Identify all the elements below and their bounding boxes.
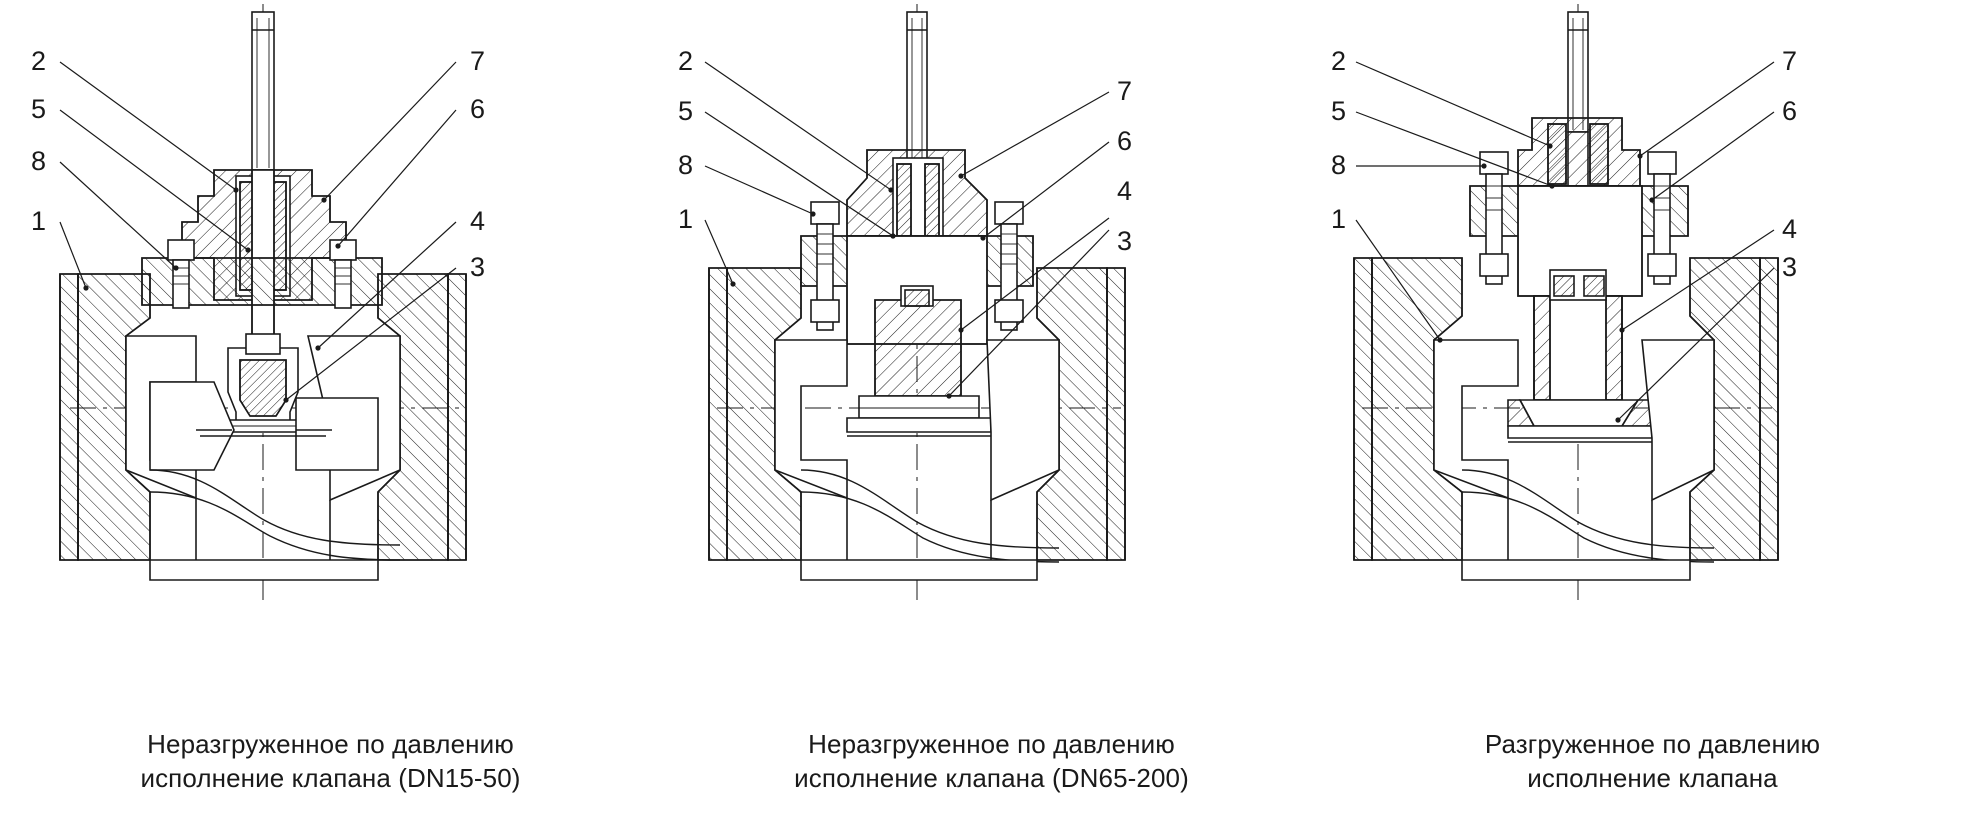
callout-left-2: 5 (677, 96, 693, 126)
callout-right-2: 6 (1782, 96, 1798, 126)
valve-section-dn65-200 (705, 4, 1125, 600)
caption-line-2: исполнение клапана (DN15-50) (140, 763, 521, 793)
callout-right-4: 3 (1117, 226, 1133, 256)
valve-stem (252, 12, 274, 170)
body-left (1354, 258, 1518, 560)
callout-right-1: 7 (1782, 46, 1798, 76)
callout-left-1: 2 (677, 46, 693, 76)
caption-line-1: Неразгруженное по давлению (808, 729, 1175, 759)
callout-left-4: 1 (1330, 204, 1346, 234)
valve-section-dn15-50 (60, 4, 466, 600)
callout-right-2: 6 (1117, 126, 1133, 156)
callout-left-1: 2 (1330, 46, 1346, 76)
figure-caption-balanced (1322, 727, 1983, 795)
body-left (60, 274, 234, 560)
callout-right-2: 6 (470, 94, 486, 124)
bonnet-upper (847, 150, 987, 242)
bonnet-upper (1518, 118, 1640, 186)
valve-plug (222, 334, 304, 432)
callout-right-3: 4 (1782, 214, 1798, 244)
callout-left-2: 5 (1330, 96, 1346, 126)
figure-dn15-50 (0, 0, 661, 813)
callout-right-1: 7 (1117, 76, 1133, 106)
callout-right-4: 3 (470, 252, 486, 282)
body-right (296, 274, 466, 560)
body-bottom (801, 498, 1037, 580)
valve-section-balanced (1354, 4, 1778, 600)
figure-caption-dn65-200 (661, 727, 1322, 795)
callout-left-3: 8 (30, 146, 46, 176)
figure-caption-dn15-50 (0, 727, 661, 795)
callout-left-1: 2 (30, 46, 46, 76)
callout-left-4: 1 (30, 206, 46, 236)
callout-left-2: 5 (30, 94, 46, 124)
callout-left-3: 8 (677, 150, 693, 180)
callout-right-4: 3 (1782, 252, 1798, 282)
caption-line-2: исполнение клапана (DN65-200) (794, 763, 1189, 793)
callout-right-1: 7 (470, 46, 486, 76)
body-bottom (1462, 498, 1690, 580)
caption-line-1: Неразгруженное по давлению (147, 729, 514, 759)
callout-left-3: 8 (1330, 150, 1346, 180)
caption-line-2: исполнение клапана (1527, 763, 1778, 793)
callout-left-4: 1 (677, 204, 693, 234)
body-bottom (150, 498, 378, 580)
figure-balanced (1322, 0, 1983, 813)
figure-dn65-200 (661, 0, 1322, 813)
caption-line-1: Разгруженное по давлению (1484, 729, 1821, 759)
callout-right-3: 4 (470, 206, 486, 236)
callout-right-3: 4 (1117, 176, 1133, 206)
